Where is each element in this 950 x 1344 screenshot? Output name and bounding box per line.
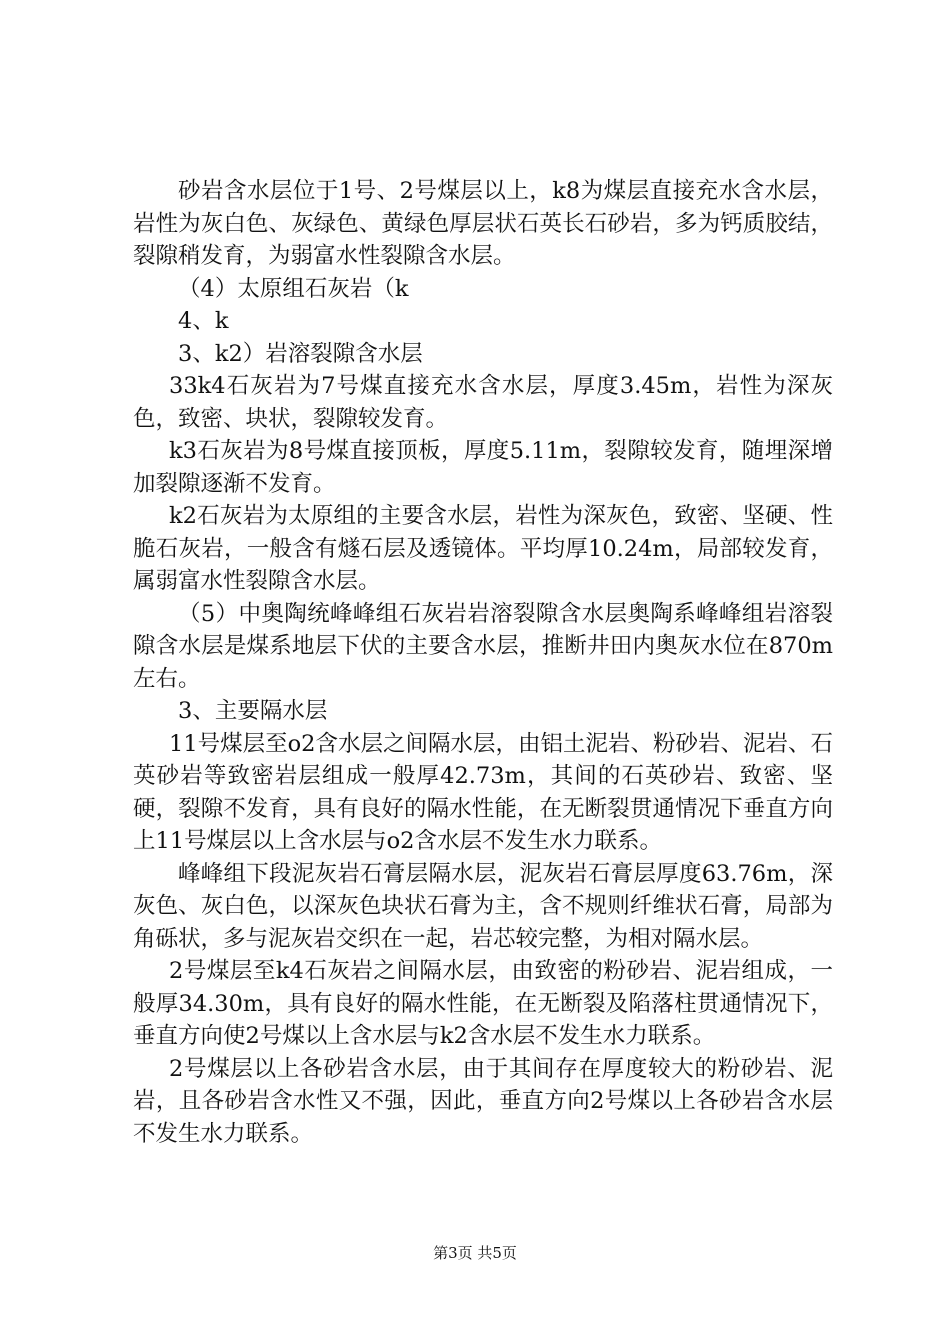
paragraph-k4-limestone: 33k4石灰岩为7号煤直接充水含水层，厚度3.45m，岩性为深灰色，致密、块状，裂隙较发育。 bbox=[133, 373, 833, 432]
paragraph-coal11-aquiclude: 11号煤层至o2含水层之间隔水层，由铝土泥岩、粉砂岩、泥岩、石英砂岩等致密岩层组成一般厚42.73m，其间的石英砂岩、致密、坚硬，裂隙不发育，具有良好的隔水性能，在无断裂贯通情况下垂直方向上11号煤层以上含水层与o2含水层不发生水力联系。 bbox=[133, 730, 833, 854]
paragraph-k3-limestone: k3石灰岩为8号煤直接顶板，厚度5.11m，裂隙较发育，随埋深增加裂隙逐渐不发育。 bbox=[133, 438, 833, 497]
page-number-label: 第3页 共5页 bbox=[433, 1244, 517, 1262]
document-body bbox=[133, 175, 833, 1150]
page-footer bbox=[0, 1243, 950, 1263]
paragraph-taiyuan-heading-cont-2: 3、k2）岩溶裂隙含水层 bbox=[178, 340, 423, 367]
paragraph-taiyuan-heading: （4）太原组石灰岩（k bbox=[178, 275, 409, 302]
paragraph-taiyuan-heading-cont-1: 4、k bbox=[178, 308, 229, 334]
paragraph-fengfeng-aquifer: （5）中奥陶统峰峰组石灰岩岩溶裂隙含水层奥陶系峰峰组岩溶裂隙含水层是煤系地层下伏的主要含水层，推断井田内奥灰水位在870m左右。 bbox=[133, 600, 833, 692]
paragraph-k2-limestone: k2石灰岩为太原组的主要含水层，岩性为深灰色，致密、坚硬、性脆石灰岩，一般含有燧石层及透镜体。平均厚10.24m，局部较发育，属弱富水性裂隙含水层。 bbox=[133, 503, 833, 594]
paragraph-fengfeng-gypsum-aquiclude: 峰峰组下段泥灰岩石膏层隔水层，泥灰岩石膏层厚度63.76m，深灰色、灰白色，以深灰色块状石膏为主，含不规则纤维状石膏，局部为角砾状，多与泥灰岩交织在一起，岩芯较完整，为相对隔水层。 bbox=[133, 860, 833, 952]
paragraph-main-aquiclude-heading: 3、主要隔水层 bbox=[178, 698, 328, 724]
paragraph-coal2-k4-aquiclude: 2号煤层至k4石灰岩之间隔水层，由致密的粉砂岩、泥岩组成，一般厚34.30m，具有良好的隔水性能，在无断裂及陷落柱贯通情况下，垂直方向使2号煤以上含水层与k2含水层不发生水力联系。 bbox=[133, 958, 833, 1049]
paragraph-sandstone-aquifer: 砂岩含水层位于1号、2号煤层以上，k8为煤层直接充水含水层，岩性为灰白色、灰绿色、黄绿色厚层状石英长石砂岩，多为钙质胶结，裂隙稍发育，为弱富水性裂隙含水层。 bbox=[133, 178, 833, 269]
paragraph-coal2-sandstone-aquifers: 2号煤层以上各砂岩含水层，由于其间存在厚度较大的粉砂岩、泥岩，且各砂岩含水性又不强，因此，垂直方向2号煤以上各砂岩含水层不发生水力联系。 bbox=[133, 1055, 833, 1147]
